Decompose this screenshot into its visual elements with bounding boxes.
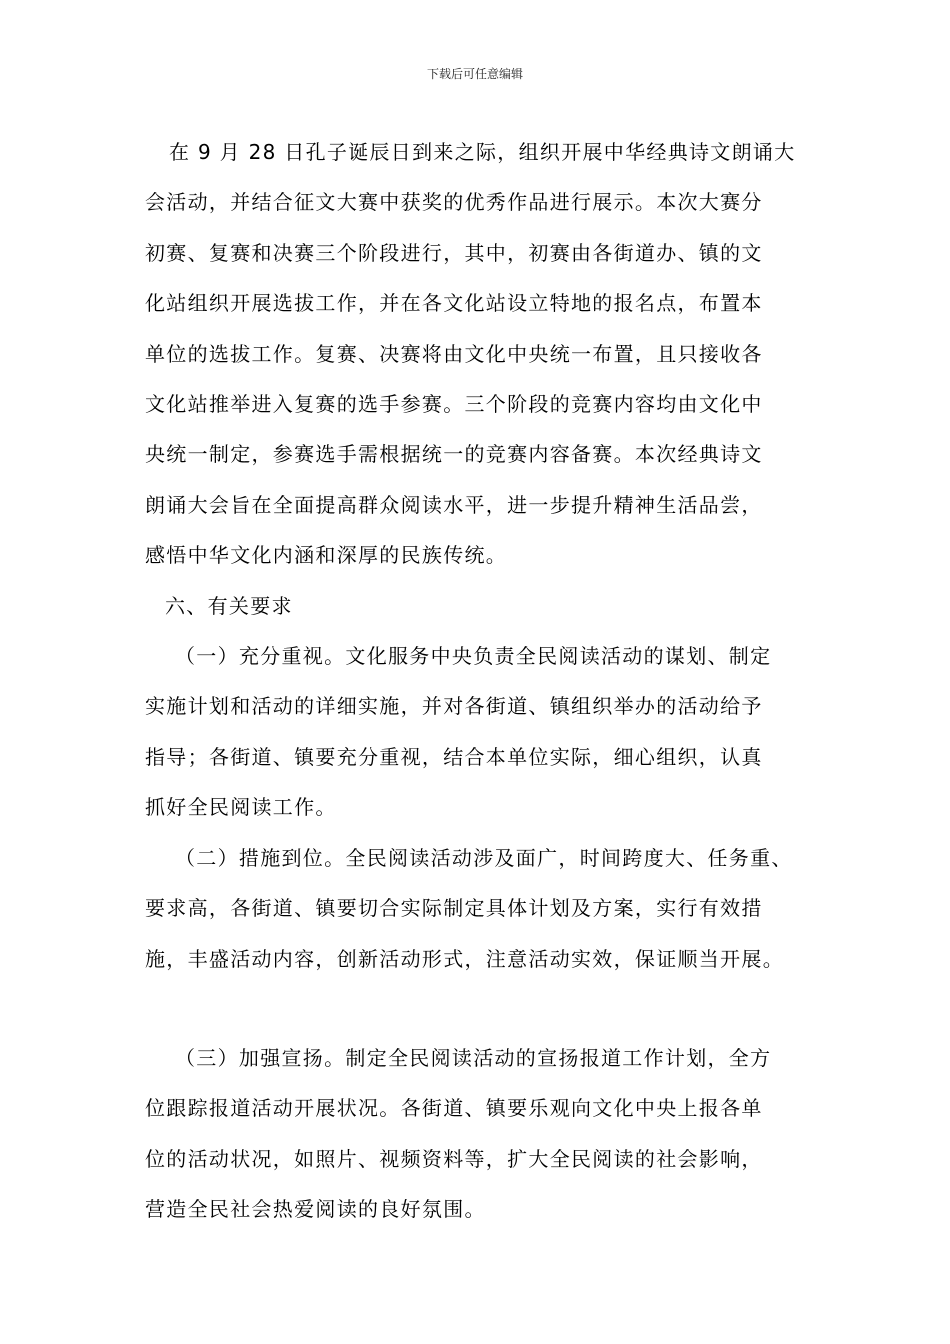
paragraph-line: 会活动，并结合征文大赛中获奖的优秀作品进行展示。本次大赛分 xyxy=(145,190,763,215)
paragraph-line: 实施计划和活动的详细实施，并对各街道、镇组织举办的活动给予 xyxy=(145,694,763,719)
paragraph-line: 要求高，各街道、镇要切合实际制定具体计划及方案，实行有效措 xyxy=(145,896,763,921)
paragraph-line: 位的活动状况，如照片、视频资料等，扩大全民阅读的社会影响， xyxy=(145,1146,763,1171)
paragraph-line: 施，丰盛活动内容，创新活动形式，注意活动实效，保证顺当开展。 xyxy=(145,946,784,971)
paragraph-line: 营造全民社会热爱阅读的良好氛围。 xyxy=(145,1197,486,1222)
requirement-paragraph-3 xyxy=(145,1033,815,1235)
paragraph-line: 指导；各街道、镇要充分重视，结合本单位实际，细心组织，认真 xyxy=(145,744,763,769)
paragraph-line: 文化站推举进入复赛的选手参赛。三个阶段的竞赛内容均由文化中 xyxy=(145,392,763,417)
paragraph-line: 抓好全民阅读工作。 xyxy=(145,795,337,820)
paragraph-line: 朗诵大会旨在全面提高群众阅读水平，进一步提升精神生活品尝， xyxy=(145,492,763,517)
paragraph-spacer xyxy=(145,984,815,1033)
requirement-paragraph-2 xyxy=(145,833,815,984)
document-body xyxy=(145,127,815,1235)
page-header: 下载后可任意编辑 xyxy=(426,67,523,81)
paragraph-line: （一）充分重视。文化服务中央负责全民阅读活动的谋划、制定 xyxy=(175,644,772,669)
section-heading: 六、有关要求 xyxy=(165,593,293,618)
paragraph-line: 化站组织开展选拔工作，并在各文化站设立特地的报名点，布置本 xyxy=(145,291,763,316)
paragraph-line: 在 9 月 28 日孔子诞辰日到来之际，组织开展中华经典诗文朗诵大 xyxy=(169,140,796,164)
paragraph-line: 位跟踪报道活动开展状况。各街道、镇要乐观向文化中央上报各单 xyxy=(145,1096,763,1121)
paragraph-line: 感悟中华文化内涵和深厚的民族传统。 xyxy=(145,543,508,568)
paragraph-line: 央统一制定，参赛选手需根据统一的竞赛内容备赛。本次经典诗文 xyxy=(145,442,763,467)
intro-paragraph xyxy=(145,127,815,581)
paragraph-line: 初赛、复赛和决赛三个阶段进行，其中，初赛由各街道办、镇的文 xyxy=(145,240,763,265)
paragraph-line: 单位的选拔工作。复赛、决赛将由文化中央统一布置，且只接收各 xyxy=(145,341,763,366)
requirement-paragraph-1 xyxy=(145,631,815,833)
paragraph-line: （三）加强宣扬。制定全民阅读活动的宣扬报道工作计划，全方 xyxy=(175,1045,772,1070)
paragraph-line: （二）措施到位。全民阅读活动涉及面广，时间跨度大、任务重、 xyxy=(175,845,793,870)
